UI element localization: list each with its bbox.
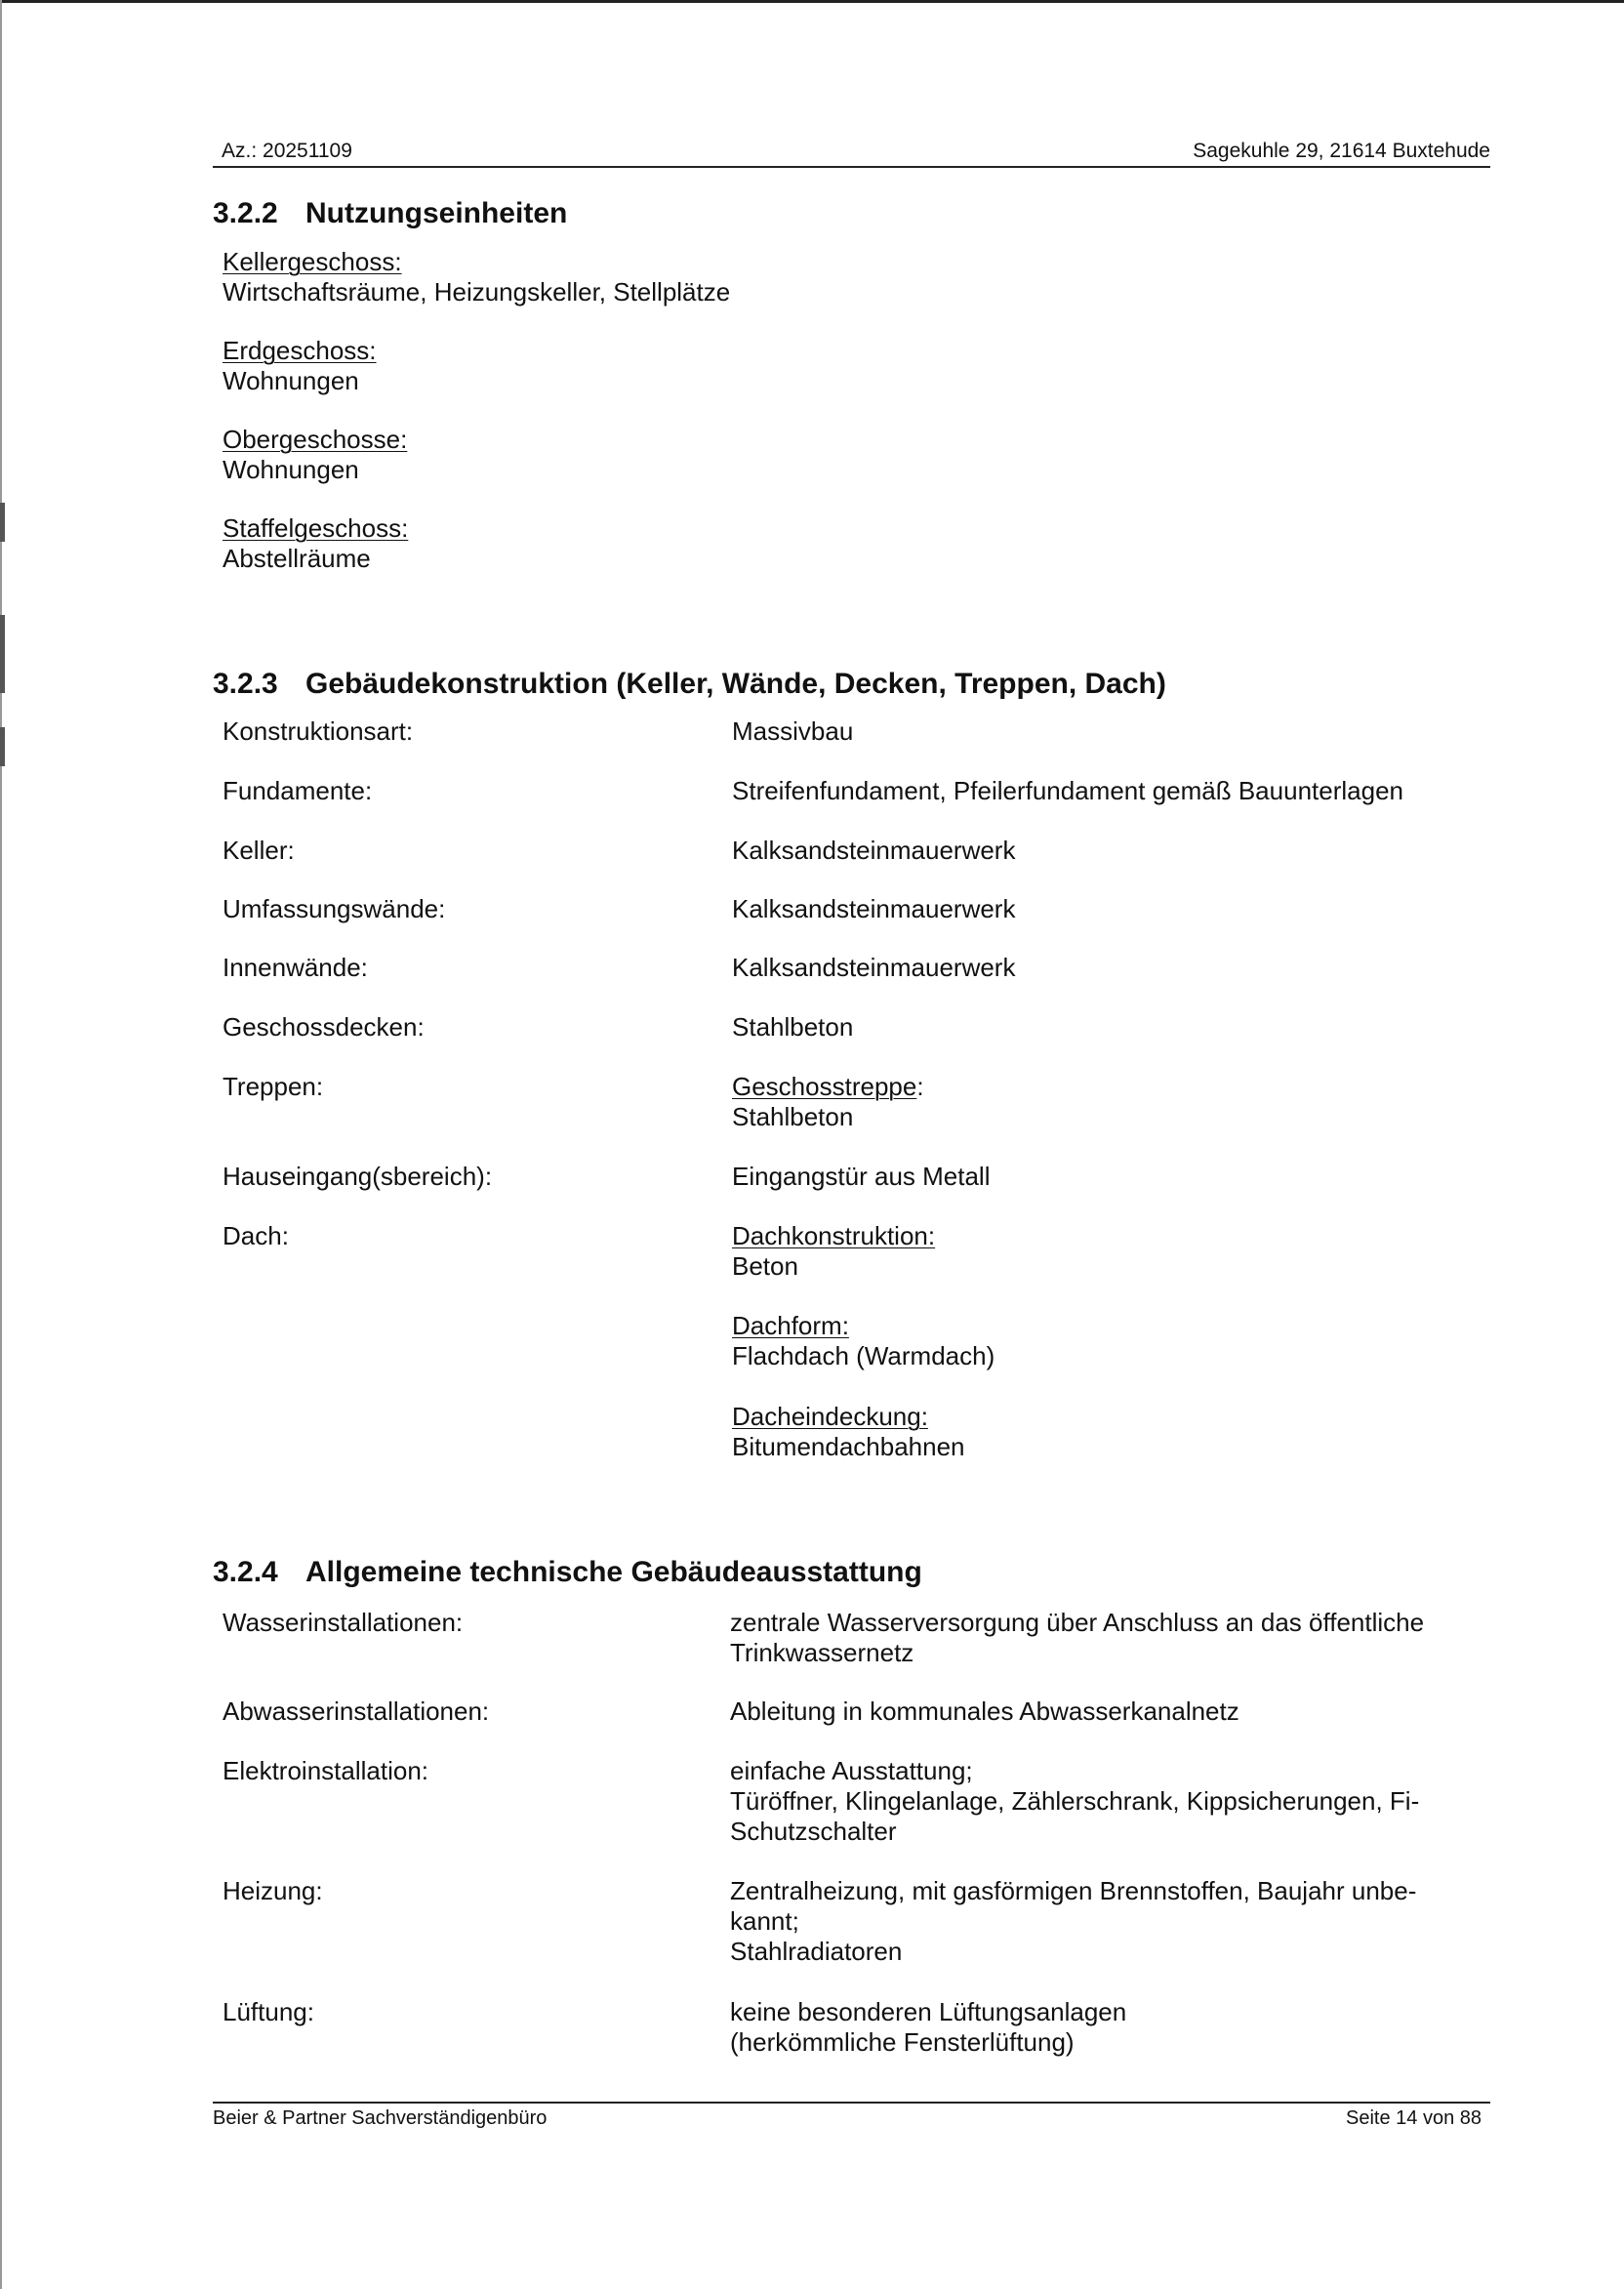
usage-unit-label: Obergeschosse:: [223, 425, 408, 454]
section-title: Nutzungseinheiten: [305, 197, 568, 229]
value-line: Trinkwassernetz: [730, 1638, 914, 1667]
usage-unit-kellergeschoss: [223, 247, 730, 307]
equipment-value: [730, 1876, 1474, 1967]
header-address: Sagekuhle 29, 21614 Buxtehude: [1193, 140, 1490, 162]
value-line: keine besonderen Lüftungsanlagen: [730, 1997, 1127, 2026]
construction-value: Massivbau: [732, 716, 854, 746]
construction-value: Kalksandsteinmauerwerk: [732, 894, 1016, 923]
construction-value: Stahlbeton: [732, 1012, 854, 1042]
section-title: Gebäudekonstruktion (Keller, Wände, Decken, Treppen, Dach): [305, 668, 1166, 700]
sub-value: Stahlbeton: [732, 1102, 854, 1131]
sub-label: Geschosstreppe: [732, 1072, 917, 1101]
usage-unit-label: Erdgeschoss:: [223, 336, 377, 365]
scan-edge-top: [0, 0, 1624, 3]
section-number: 3.2.2: [213, 197, 278, 229]
section-heading-3-2-4: [213, 1556, 922, 1589]
construction-label: Dach:: [223, 1221, 289, 1250]
equipment-label: Elektroinstallation:: [223, 1756, 428, 1785]
sub-value: Beton: [732, 1251, 798, 1281]
value-line: Ableitung in kommunales Abwasserkanalnetz: [730, 1696, 1239, 1726]
scan-mark: [0, 727, 5, 766]
equipment-value: [730, 1997, 1474, 2058]
section-number: 3.2.4: [213, 1556, 278, 1588]
value-line: Schutzschalter: [730, 1817, 897, 1846]
sub-label: Dachform:: [732, 1311, 849, 1340]
section-title: Allgemeine technische Gebäudeausstattung: [305, 1556, 922, 1588]
roof-detail: [732, 1311, 1474, 1371]
usage-unit-value: Wohnungen: [223, 366, 359, 395]
construction-label: Konstruktionsart:: [223, 716, 414, 746]
construction-value: Kalksandsteinmauerwerk: [732, 953, 1016, 982]
construction-value: Streifenfundament, Pfeilerfundament gemäß Bauunterlagen: [732, 776, 1403, 805]
sub-value: Bitumendachbahnen: [732, 1432, 965, 1461]
usage-unit-obergeschosse: [223, 425, 407, 485]
equipment-label: Lüftung:: [223, 1997, 314, 2026]
value-line: (herkömmliche Fensterlüftung): [730, 2027, 1075, 2057]
equipment-label: Wasserinstallationen:: [223, 1608, 464, 1637]
roof-detail: [732, 1402, 1474, 1462]
usage-unit-value: Abstellräume: [223, 544, 371, 573]
value-line: Türöffner, Klingelanlage, Zählerschrank, Kippsicherungen, Fi-: [730, 1786, 1420, 1816]
usage-unit-label: Staffelgeschoss:: [223, 513, 409, 543]
value-line: zentrale Wasserversorgung über Anschluss an das öffentliche: [730, 1608, 1425, 1637]
header-rule: [213, 166, 1490, 168]
construction-label: Umfassungswände:: [223, 894, 446, 923]
equipment-value: [730, 1756, 1474, 1847]
construction-label: Hauseingang(sbereich):: [223, 1162, 493, 1191]
sub-label-colon: :: [916, 1072, 924, 1101]
scan-edge-left: [0, 0, 2, 2289]
scan-mark: [0, 615, 5, 693]
section-heading-3-2-2: [213, 197, 567, 230]
value-line: Zentralheizung, mit gasförmigen Brennstoffen, Baujahr unbe-: [730, 1876, 1417, 1905]
value-line: Stahlradiatoren: [730, 1937, 903, 1966]
value-line: einfache Ausstattung;: [730, 1756, 973, 1785]
construction-label: Fundamente:: [223, 776, 373, 805]
value-line: kannt;: [730, 1906, 799, 1936]
sub-label: Dachkonstruktion:: [732, 1221, 936, 1250]
equipment-value: [730, 1608, 1474, 1668]
section-number: 3.2.3: [213, 668, 278, 700]
sub-value: Flachdach (Warmdach): [732, 1341, 995, 1370]
footer-rule: [213, 2102, 1490, 2104]
equipment-label: Abwasserinstallationen:: [223, 1696, 490, 1726]
construction-value: Eingangstür aus Metall: [732, 1162, 991, 1191]
section-heading-3-2-3: [213, 668, 1166, 701]
equipment-label: Heizung:: [223, 1876, 323, 1905]
scan-mark: [0, 503, 5, 542]
construction-label: Innenwände:: [223, 953, 368, 982]
roof-detail: [732, 1221, 1474, 1282]
usage-unit-staffelgeschoss: [223, 513, 408, 574]
construction-value: Kalksandsteinmauerwerk: [732, 836, 1016, 865]
usage-unit-value: Wohnungen: [223, 455, 359, 484]
usage-unit-erdgeschoss: [223, 336, 377, 396]
footer-company: Beier & Partner Sachverständigenbüro: [213, 2107, 548, 2129]
header-reference: Az.: 20251109: [222, 140, 352, 162]
construction-label: Treppen:: [223, 1072, 324, 1101]
usage-unit-label: Kellergeschoss:: [223, 247, 402, 276]
usage-unit-value: Wirtschaftsräume, Heizungskeller, Stellplätze: [223, 277, 731, 307]
equipment-value: [730, 1696, 1474, 1727]
construction-label: Keller:: [223, 836, 295, 865]
sub-label: Dacheindeckung:: [732, 1402, 928, 1431]
construction-label: Geschossdecken:: [223, 1012, 425, 1042]
construction-value-treppen: [732, 1072, 1474, 1132]
page-number: Seite 14 von 88: [1346, 2107, 1482, 2129]
